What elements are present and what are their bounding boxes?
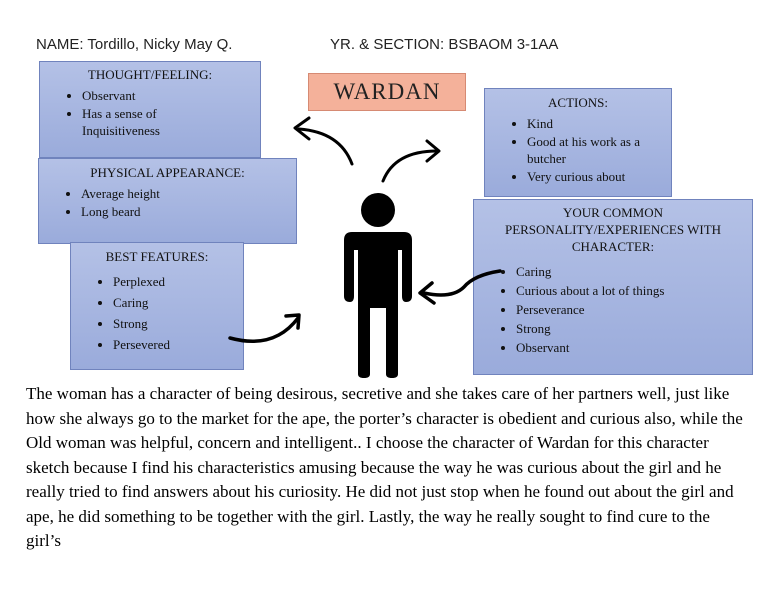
- arrow-to-actions-icon: [375, 133, 445, 188]
- common-personality-box: [473, 199, 753, 375]
- thought-feeling-title: THOUGHT/FEELING:: [87, 67, 213, 82]
- list-item: • Kind: [527, 115, 671, 132]
- common-personality-list: [474, 263, 752, 356]
- list-item: • Caring: [516, 263, 752, 280]
- list-item: • Caring: [113, 294, 243, 311]
- list-item: • Perseverance: [516, 301, 752, 318]
- list-item: • Perplexed: [113, 273, 243, 290]
- person-icon: [340, 192, 416, 378]
- common-personality-title: YOUR COMMON PERSONALITY/EXPERIENCES WITH CHARACTER:: [504, 205, 722, 254]
- list-item: • Strong: [113, 315, 243, 332]
- arrow-to-thought-icon: [285, 112, 360, 172]
- thought-feeling-list: [40, 87, 260, 139]
- list-item: • Has a sense of Inquisitiveness: [82, 105, 192, 139]
- list-item: • Long beard: [81, 203, 296, 220]
- best-features-list: [71, 273, 243, 353]
- thought-feeling-box: [39, 61, 261, 158]
- list-item: • Average height: [81, 185, 296, 202]
- best-features-title: BEST FEATURES:: [105, 249, 209, 264]
- physical-appearance-list: [39, 185, 296, 220]
- list-item: • Observant: [516, 339, 752, 356]
- list-item: • Strong: [516, 320, 752, 337]
- actions-title: ACTIONS:: [548, 95, 608, 110]
- actions-box: [484, 88, 672, 197]
- year-section: YR. & SECTION: BSBAOM 3-1AA: [330, 36, 559, 53]
- arrow-from-best-features-icon: [226, 308, 306, 348]
- best-features-box: [70, 242, 244, 370]
- physical-appearance-title: PHYSICAL APPEARANCE:: [90, 165, 245, 180]
- character-sketch-paragraph: The woman has a character of being desirous, secretive and she takes care of her partners well, just like how she always go to the market for the ape, the porter’s character is obedient and curious also, while the Old woman was helpful, concern and intelligent.. I choose the character of Wardan for this character sketch because I find his characteristics amusing because the way he was curious about the girl and he really tried to find answers about his curiosity. He did not just stop when he found out about the girl and ape, he did something to be together with the girl. Lastly, the way he really sought to find cure to the girl’s: [26, 384, 743, 550]
- list-item: • Good at his work as a butcher: [527, 133, 657, 167]
- list-item: • Very curious about: [527, 168, 671, 185]
- list-item: • Persevered: [113, 336, 243, 353]
- character-name-title: WARDAN: [308, 73, 466, 111]
- list-item: • Curious about a lot of things: [516, 282, 752, 299]
- physical-appearance-box: [38, 158, 297, 244]
- list-item: • Observant: [82, 87, 260, 104]
- student-name: NAME: Tordillo, Nicky May Q.: [36, 36, 233, 53]
- actions-list: [485, 115, 671, 185]
- arrow-from-common-icon: [414, 265, 504, 310]
